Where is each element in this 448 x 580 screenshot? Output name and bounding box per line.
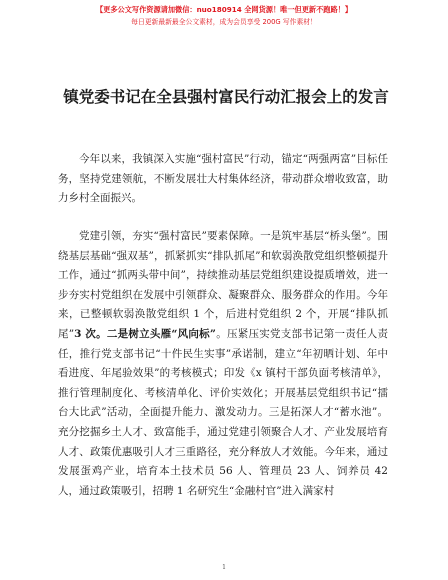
promo-line-1: 【更多公文写作资源请加微信：nuo180914 全网货源！唯一但更新不跑路！】 bbox=[95, 5, 353, 14]
document-title: 镇党委书记在全县强村富民行动汇报会上的发言 bbox=[63, 87, 389, 106]
paragraph-text-b: 。压紧压实党支部书记第一责任人责任，推行党支部书记“十件民生实事”承诺制，建立“年初晒计划、年中看进度、年尾验效果”的考核模式；印发《x 镇村干部负面考核清单》，推行管理制度化、考核清单化、评价实效化；开展基层党组织书记“擂台大比武”活动，全面提升能力、激发动力。三是拓深人才“蓄水池”。充分挖掘乡土人才、致富能手，通过党建引领聚合人才、产业发展培育人才、政策优惠吸引人才三重路径，充分释放人才效能。今年来，通过发展蛋鸡产业，培育本土技术员 56 人、管理员 23 人、饲养员 42 人，通过政策吸引，招聘 1 名研究生“金融村官”进入满家村 bbox=[58, 327, 388, 497]
page-number: 1 bbox=[222, 564, 226, 571]
paragraph-text-a: 党建引领，夯实“强村富民”要素保障。一是筑牢基层“桥头堡”。围绕基层基础“强双基”，抓紧抓实“排队抓尾”和软弱涣散党组织整顿提升工作，通过“抓两头带中间”，持续推动基层党组织建设提质增效，进一步夯实村党组织在发展中引领群众、凝聚群众、服务群众的作用。今年来，已整顿软弱涣散党组织 1 个，后进村党组织 2 个，开展“排队抓尾” bbox=[58, 230, 388, 340]
promo-line-2: 每日更新最新最全公文素材，成为会员享受 200G 写作素材！ bbox=[131, 18, 317, 26]
paragraph-bold-text: 3 次。二是树立头雁“风向标” bbox=[74, 327, 216, 340]
paragraph-intro bbox=[58, 150, 388, 209]
promo-banner bbox=[0, 4, 448, 28]
paragraph-party-building bbox=[58, 227, 388, 501]
paragraph-intro-text: 今年以来，我镇深入实施“强村富民”行动，锚定“两强两富”目标任务，坚持党建领航，不断发展壮大村集体经济，带动群众增收致富，助力乡村全面振兴。 bbox=[58, 153, 388, 205]
